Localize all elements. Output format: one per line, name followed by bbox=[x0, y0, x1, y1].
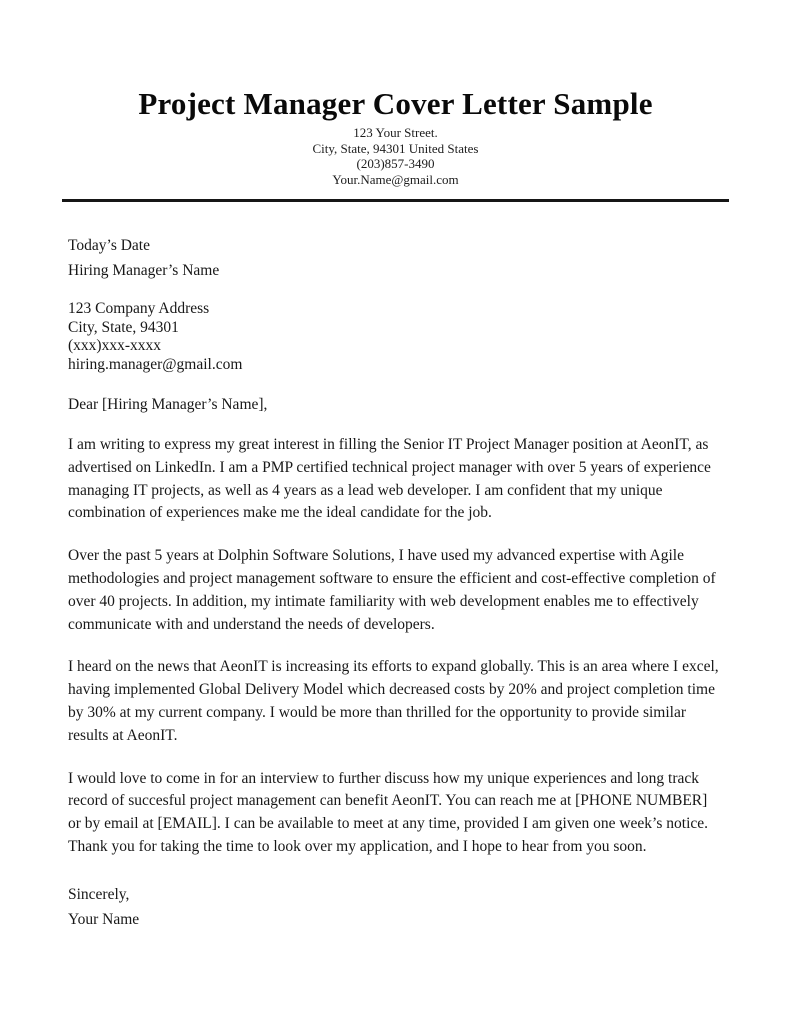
contact-email-line: Your.Name@gmail.com bbox=[332, 171, 459, 187]
page-title: Project Manager Cover Letter Sample bbox=[138, 86, 653, 121]
closing-block bbox=[68, 882, 723, 932]
salutation: Dear [Hiring Manager’s Name], bbox=[68, 396, 268, 413]
company-address-block bbox=[68, 300, 723, 374]
paragraph-interest: I am writing to express my great interest in filling the Senior IT Project Manager position at AeonIT, as advertised on LinkedIn. I am a PMP certified technical project manager with over 5 years of experience managing IT projects, as well as 4 years as a lead web developer. I am confident that my unique combination of experiences make me the ideal candidate for the job. bbox=[68, 436, 711, 522]
letter-header bbox=[62, 86, 729, 187]
address-line: (xxx)xxx-xxxx bbox=[68, 337, 161, 354]
date-line: Today’s Date bbox=[68, 237, 150, 254]
contact-street-line: 123 Your Street. bbox=[353, 125, 438, 140]
header-divider bbox=[62, 199, 729, 202]
paragraph-interview-request: I would love to come in for an interview to further discuss how my unique experiences and long track record of succesful project management can benefit AeonIT. You can reach me at [PHONE NUMBER] or by email at [EMAIL]. I can be available to meet at any time, provided I am given one week’s notice. Thank you for taking the time to look over my application, and I hope to hear from you soon. bbox=[68, 769, 709, 855]
letter-body bbox=[62, 233, 729, 932]
contact-city-line: City, State, 94301 United States bbox=[312, 140, 479, 156]
recipient-intro-block bbox=[68, 233, 723, 283]
contact-block bbox=[62, 125, 729, 187]
contact-phone-line: (203)857-3490 bbox=[356, 156, 435, 171]
manager-name-line: Hiring Manager’s Name bbox=[68, 262, 220, 279]
paragraph-expansion: I heard on the news that AeonIT is increasing its efforts to expand globally. This is an area where I excel, having implemented Global Delivery Model which decreased costs by 20% and project completion time by 30% at my current company. I would be more than thrilled for the opportunity to provide similar results at AeonIT. bbox=[68, 658, 719, 744]
address-line: City, State, 94301 bbox=[68, 318, 179, 336]
signature-line: Your Name bbox=[68, 910, 140, 928]
closing-line: Sincerely, bbox=[68, 885, 130, 903]
address-line: hiring.manager@gmail.com bbox=[68, 355, 243, 373]
address-line: 123 Company Address bbox=[68, 300, 210, 317]
paragraph-experience: Over the past 5 years at Dolphin Software Solutions, I have used my advanced expertise with Agile methodologies and project management software to ensure the efficient and cost-effective completion of over 40 projects. In addition, my intimate familiarity with web development enables me to effectively communicate with and understand the needs of developers. bbox=[68, 547, 716, 633]
